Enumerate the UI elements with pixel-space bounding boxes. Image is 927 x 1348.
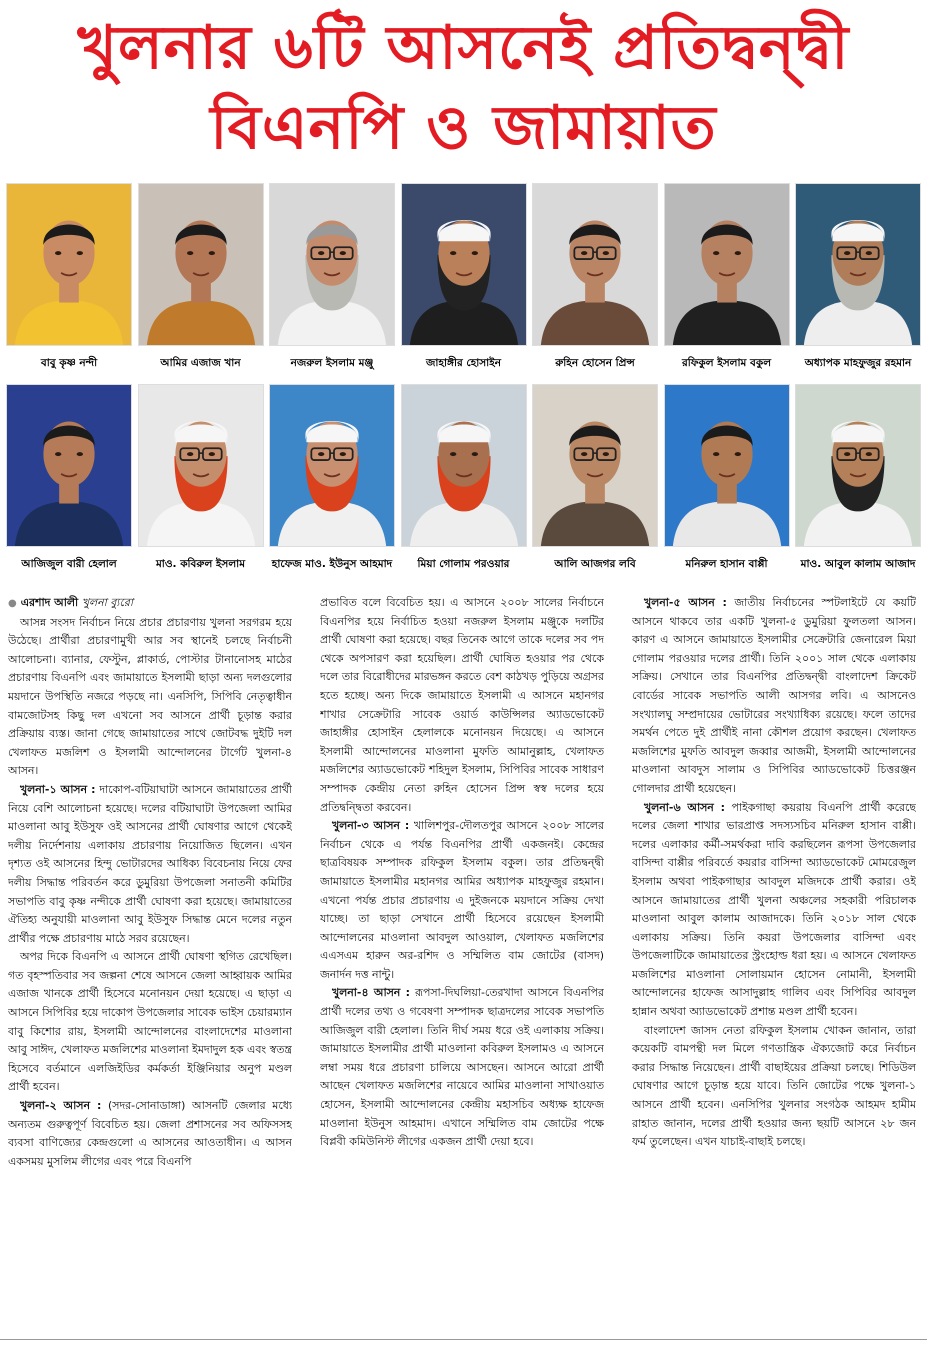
seat-heading: খুলনা-১ আসন :	[20, 782, 96, 796]
candidate-name: মাও. আবুল কালাম আজাদ	[800, 558, 916, 570]
candidate-photo-card	[401, 384, 527, 571]
article-paragraph	[8, 948, 292, 1097]
seat-heading: খুলনা-৬ আসন :	[644, 800, 725, 814]
portrait-illustration	[402, 385, 526, 546]
article-paragraph	[632, 594, 916, 799]
headline	[0, 8, 927, 168]
candidate-photo-card	[664, 384, 790, 571]
seat-heading: খুলনা-৪ আসন :	[332, 986, 410, 1000]
article-paragraph	[8, 781, 292, 948]
candidate-name: বাবু কৃষ্ণ নন্দী	[40, 357, 98, 369]
candidate-name: জাহাঙ্গীর হোসাইন	[426, 357, 501, 369]
candidate-name: রুহিন হোসেন প্রিন্স	[555, 357, 635, 369]
candidate-name: আমির এজাজ খান	[160, 357, 241, 369]
portrait-illustration	[270, 184, 394, 345]
candidate-photo-card	[6, 183, 132, 370]
candidate-name: অধ্যাপক মাহফুজুর রহমান	[804, 357, 912, 369]
candidate-name: আজিজুল বারী হেলাল	[21, 558, 117, 570]
candidate-photo-card	[664, 183, 790, 370]
article-column-2	[320, 594, 604, 1334]
candidate-photo-card	[795, 183, 921, 370]
portrait-illustration	[139, 385, 263, 546]
candidate-photo-card	[138, 183, 264, 370]
paragraph-text: আসন্ন সংসদ নির্বাচন নিয়ে প্রচার প্রচারণায় খুলনা সরগরম হয়ে উঠেছে। প্রার্থীরা প্রচারণামুখী আর সব স্থানেই চলছে নির্বাচনী আলোচনা। ব্যানার, ফেস্টুন, প্লাকার্ড, পোস্টার টানানোসহ মাঠের প্রচারণায় বিএনপি এবং জামায়াতে ইসলামী ছাড়া অন্য দলগুলোর ময়দানে উপস্থিতি নজরে পড়ছে না। এনসিপি, সিপিবি নেতৃত্বাধীন বামজোটসহ কিছু দল এখনো সব আসনে প্রার্থী চূড়ান্ত করার প্রক্রিয়ায় ব্যস্ত। জানা গেছে জামায়াতের সাথে জোটবদ্ধ দুইটি দল খেলাফত মজলিশ ও ইসলামী আন্দোলনের টার্গেট খুলনা-৪ আসন।	[8, 615, 292, 778]
article-paragraph	[8, 1097, 292, 1171]
candidate-photo	[532, 384, 658, 547]
article-paragraph	[320, 817, 604, 984]
article-paragraph	[320, 594, 604, 817]
bullet-icon: ●	[8, 598, 17, 609]
paragraph-text: বাংলাদেশ জাসদ নেতা রফিকুল ইসলাম খোকন জানান, তারা কয়েকটি বামপন্থী দল মিলে গণতান্ত্রিক ঐক্যজোট করে নির্বাচন করার সিদ্ধান্ত নিয়েছেন। প্রার্থী বাছাইয়ের প্রক্রিয়া চলছে। শিডিউল ঘোষণার আগে চূড়ান্ত হয়ে যাবে। তিনি জোটের পক্ষে খুলনা-১ আসনে প্রার্থী হবেন। এনসিপির খুলনার সংগঠক আহমদ হামীম রাহাত জানান, দলের প্রার্থী হওয়ার জন্য ছয়টি আসনে ২৮ জন ফর্ম তুলেছেন। এখন যাচাই-বাছাই চলছে।	[632, 1023, 916, 1149]
byline-name: এরশাদ আলী	[20, 596, 79, 609]
seat-heading: খুলনা-৫ আসন :	[644, 596, 727, 609]
portrait-illustration	[796, 385, 920, 546]
candidate-photo-card	[795, 384, 921, 571]
headline-line-2: বিএনপি ও জামায়াত	[210, 93, 717, 163]
portrait-illustration	[796, 184, 920, 345]
candidate-photo	[795, 384, 921, 547]
candidate-photo	[269, 384, 395, 547]
candidate-photo-card	[138, 384, 264, 571]
portrait-illustration	[139, 184, 263, 345]
candidate-photo	[269, 183, 395, 346]
byline-desk: খুলনা ব্যুরো	[81, 596, 133, 609]
article-column-1	[8, 594, 292, 1334]
portrait-illustration	[402, 184, 526, 345]
portrait-illustration	[7, 184, 131, 345]
paragraph-text: পাইকগাছা কয়রায় বিএনপি প্রার্থী করেছে দলের জেলা শাখার ভারপ্রাপ্ত সদস্যসচিব মনিরুল হাসান বাপ্পী। দলের এলাকার কর্মী-সমর্থকরা দাবি করছিলেন রূপসা উপজেলার বাসিন্দা বাপ্পীর পরিবর্তে কয়রার বাসিন্দা অ্যাডভোকেট মোমরেজুল ইসলাম অথবা পাইকগাছার আবদুল মজিদকে প্রার্থী করার। ওই আসনে জামায়াতের প্রার্থী খুলনা অঞ্চলের সহকারী পরিচালক মাওলানা আবুল কালাম আজাদকে। তিনি ২০১৮ সাল থেকে এলাকায় সক্রিয়। তিনি কয়রা উপজেলার বাসিন্দা এবং উপজেলাটিকে জামায়াতের স্ট্রংহোল্ড ধরা হয়। এ আসনে খেলাফত মজলিশের মাওলানা সোলায়মান হোসেন নোমানী, ইসলামী আন্দোলনের হাফেজ আসাদুল্লাহ গালিব এবং সিপিবির আবদুল হান্নান অথবা অ্যাডভোকেট প্রশান্ত মণ্ডল প্রার্থী হবেন।	[632, 800, 916, 1019]
candidate-name: নজরুল ইসলাম মঞ্জু	[290, 357, 374, 369]
candidate-photo	[401, 384, 527, 547]
candidate-photo	[401, 183, 527, 346]
paragraph-text: (সদর-সোনাডাঙ্গা) আসনটি জেলার মধ্যে অন্যতম গুরুত্বপূর্ণ বিবেচিত হয়। জেলা প্রশাসনের সব অফিসসহ ব্যবসা বাণিজ্যের কেন্দ্রগুলো এ আসনের আওতাধীন। এ আসন একসময় মুসলিম লীগের এবং পরে বিএনপি	[8, 1099, 292, 1168]
paragraph-text: খালিশপুর-দৌলতপুর আসনে ২০০৮ সালের নির্বাচন থেকে এ পর্যন্ত বিএনপির প্রার্থী একজনই। কেন্দ্রের ছাত্রবিষয়ক সম্পাদক রফিকুল ইসলাম বকুল। তার প্রতিদ্বন্দ্বী জামায়াতে ইসলামীর মহানগর আমির অধ্যাপক মাহফুজুর রহমান। এখনো পর্যন্ত প্রচার প্রচারণায় এ দুইজনকে ময়দানে সক্রিয় দেখা যাচ্ছে। তা ছাড়া সেখানে প্রার্থী হিসেবে রয়েছেন ইসলামী আন্দোলনের মাওলানা আবদুল আওয়াল, খেলাফত মজলিশের এএসএম হারুন অর-রশিদ ও সম্মিলিত বাম জোটের (বাসদ) জনার্দন দত্ত নান্টু।	[320, 819, 604, 981]
article-body	[8, 594, 920, 1334]
article-paragraph	[320, 984, 604, 1151]
paragraph-text: প্রভাবিত বলে বিবেচিত হয়। এ আসনে ২০০৮ সালের নির্বাচনে বিএনপির হয়ে নির্বাচিত হওয়া নজরুল ইসলাম মঞ্জুকে দলটির প্রার্থী ঘোষণা করা হয়েছে। বছর তিনেক আগে তাকে দলের সব পদ থেকে অপসারণ করা হয়েছিল। প্রার্থী ঘোষিত হওয়ার পর থেকে দলে তার বিরোধীদের মারভঙ্গন করতে বেশ কাঠখড় পুড়িয়ে অগ্রসর হতে হচ্ছে। অন্য দিকে জামায়াতে ইসলামী এ আসনে মহানগর শাখার সেক্রেটারি সাবেক ওয়ার্ড কাউন্সিলর অ্যাডভোকেট জাহাঙ্গীর হোসাইন হেলালকে মনোনয়ন দিয়েছে। এ আসনে ইসলামী আন্দোলনের মাওলানা মুফতি আমানুল্লাহ, খেলাফত মজলিশের অ্যাডভোকেট শহিদুল ইসলাম, সিপিবির সাবেক সাধারণ সম্পাদক কেন্দ্রীয় নেতা রুহিন হোসেন প্রিন্স স্বস্ব দলের হয়ে প্রতিদ্বন্দ্বিতা করবেন।	[320, 596, 604, 814]
seat-heading: খুলনা-৩ আসন :	[332, 819, 410, 833]
portrait-illustration	[665, 385, 789, 546]
candidate-photo-card	[401, 183, 527, 370]
candidate-photo	[664, 384, 790, 547]
candidate-photo-card	[532, 183, 658, 370]
paragraph-text: রূপসা-দিঘলিয়া-তেরখাদা আসনে বিএনপির প্রার্থী দলের তথ্য ও গবেষণা সম্পাদক ছাত্রদলের সাবেক সভাপতি আজিজুল বারী হেলাল। তিনি দীর্ঘ সময় ধরে ওই এলাকায় সক্রিয়। জামায়াতে ইসলামীর প্রার্থী মাওলানা কবিরুল ইসলামও এ আসনে লম্বা সময় ধরে প্রচারণা চালিয়ে আসছেন। আসনে আরো প্রার্থী আছেন খেলাফত মজলিশের নায়েবে আমির মাওলানা সাখাওয়াত হোসেন, ইসলামী আন্দোলনের কেন্দ্রীয় মহাসচিব অধ্যক্ষ হাফেজ মাওলানা ইউনুস আহমাদ। এখানে সম্মিলিত বাম জোটের পক্ষে বিপ্লবী কমিউনিস্ট লীগের একজন প্রার্থী দেয়া হবে।	[320, 986, 604, 1149]
candidate-name: মিয়া গোলাম পরওয়ার	[417, 558, 510, 570]
candidate-photo-card	[6, 384, 132, 571]
portrait-illustration	[533, 184, 657, 345]
portrait-illustration	[7, 385, 131, 546]
candidate-photo-card	[269, 183, 395, 370]
bottom-rule	[0, 1339, 927, 1340]
candidate-name: হাফেজ মাও. ইউনুস আহমাদ	[271, 558, 393, 570]
candidate-name: মাও. কবিরুল ইসলাম	[155, 558, 246, 570]
paragraph-text: দাকোপ-বটিয়াঘাটা আসনে জামায়াতের প্রার্থী নিয়ে বেশি আলোচনা হয়েছে। দলের বটিয়াঘাটা উপজেলা আমির মাওলানা আবু ইউসুফ ওই আসনের প্রার্থী ঘোষণার আগে থেকেই দলীয় নির্দেশনায় এলাকায় প্রচারণায় নিয়োজিত ছিলেন। এখন দৃশ্যত ওই আসনের হিন্দু ভোটারদের আধিক্য বিবেচনায় নিয়ে ফের দলীয় সিদ্ধান্ত পরিবর্তন করে ডুমুরিয়া উপজেলা সনাতনী কমিটির সভাপতি বাবু কৃষ্ণ নন্দীকে প্রার্থী ঘোষণা করা হয়েছে। জামায়াতের ঐতিহ্য অনুযায়ী মাওলানা আবু ইউসুফ সিদ্ধান্ত মেনে দলের নতুন প্রার্থীর পক্ষে প্রচারণায় মাঠে সরব রয়েছেন।	[8, 782, 292, 945]
portrait-illustration	[270, 385, 394, 546]
article-paragraph	[632, 1022, 916, 1152]
article-paragraph	[8, 614, 292, 781]
article-paragraph	[632, 799, 916, 1022]
paragraph-text: জাতীয় নির্বাচনের স্পটলাইটে যে কয়টি আসনে থাকবে তার একটি খুলনা-৫ ডুমুরিয়া ফুলতলা আসন। কারণ এ আসনে জামায়াতে ইসলামীর সেক্রেটারি জেনারেল মিয়া গোলাম পরওয়ার দলের প্রার্থী। তিনি ২০০১ সাল থেকে এলাকায় সক্রিয়। সেখানে তার বিএনপির প্রতিদ্বন্দ্বী বাংলাদেশ ক্রিকেট বোর্ডের সাবেক সভাপতি আলী আসগর লবি। এ আসনেও সংখ্যালঘু সম্প্রদায়ের ভোটারের সংখ্যাধিক্য রয়েছে। ফলে তাদের সমর্থন পেতে দুই প্রার্থীই নানা কৌশল প্রয়োগ করছেন। খেলাফত মজলিশের মুফতি আবদুল জব্বার আজমী, ইসলামী আন্দোলনের মাওলানা আবদুস সালাম ও সিপিবির অ্যাডভোকেট চিত্তরঞ্জন গোলদার প্রার্থী হয়েছেন।	[632, 596, 916, 795]
candidate-photo-card	[269, 384, 395, 571]
paragraph-text: অপর দিকে বিএনপি এ আসনে প্রার্থী ঘোষণা স্থগিত রেখেছিল। গত বৃহস্পতিবার সব জল্পনা শেষে আসনে জেলা আহ্বায়ক আমির এজাজ খানকে প্রার্থী হিসেবে মনোনয়ন দেয়া হয়েছে। এ ছাড়া এ আসনে সিপিবির হয়ে দাকোপ উপজেলার সাবেক ভাইস চেয়ারম্যান বাবু কিশোর রায়, ইসলামী আন্দোলনের বাংলাদেশের মাওলানা আবু সাঈদ, খেলাফত মজলিশের মাওলানা ইমদাদুল হক এবং স্বতন্ত্র হিসেবে বর্তমানে এলজিইডির কর্মকর্তা ইঞ্জিনিয়ার অনুপ মণ্ডল প্রার্থী হবেন।	[8, 950, 292, 1094]
portrait-illustration	[533, 385, 657, 546]
candidate-name: আলি আজগর লবি	[554, 558, 636, 570]
candidate-name: মনিরুল হাসান বাপ্পী	[685, 558, 768, 570]
headline-line-1: খুলনার ৬টি আসনেই প্রতিদ্বন্দ্বী	[77, 13, 850, 83]
candidate-photo-card	[532, 384, 658, 571]
candidate-photo	[664, 183, 790, 346]
seat-heading: খুলনা-২ আসন :	[20, 1099, 102, 1113]
portrait-illustration	[665, 184, 789, 345]
candidate-photo	[532, 183, 658, 346]
candidate-photo	[138, 384, 264, 547]
candidate-photo	[138, 183, 264, 346]
candidate-name: রফিকুল ইসলাম বকুল	[681, 357, 772, 369]
candidate-photo	[6, 183, 132, 346]
article-column-3	[632, 594, 916, 1334]
candidate-photo	[795, 183, 921, 346]
candidate-photo	[6, 384, 132, 547]
byline	[8, 594, 292, 614]
